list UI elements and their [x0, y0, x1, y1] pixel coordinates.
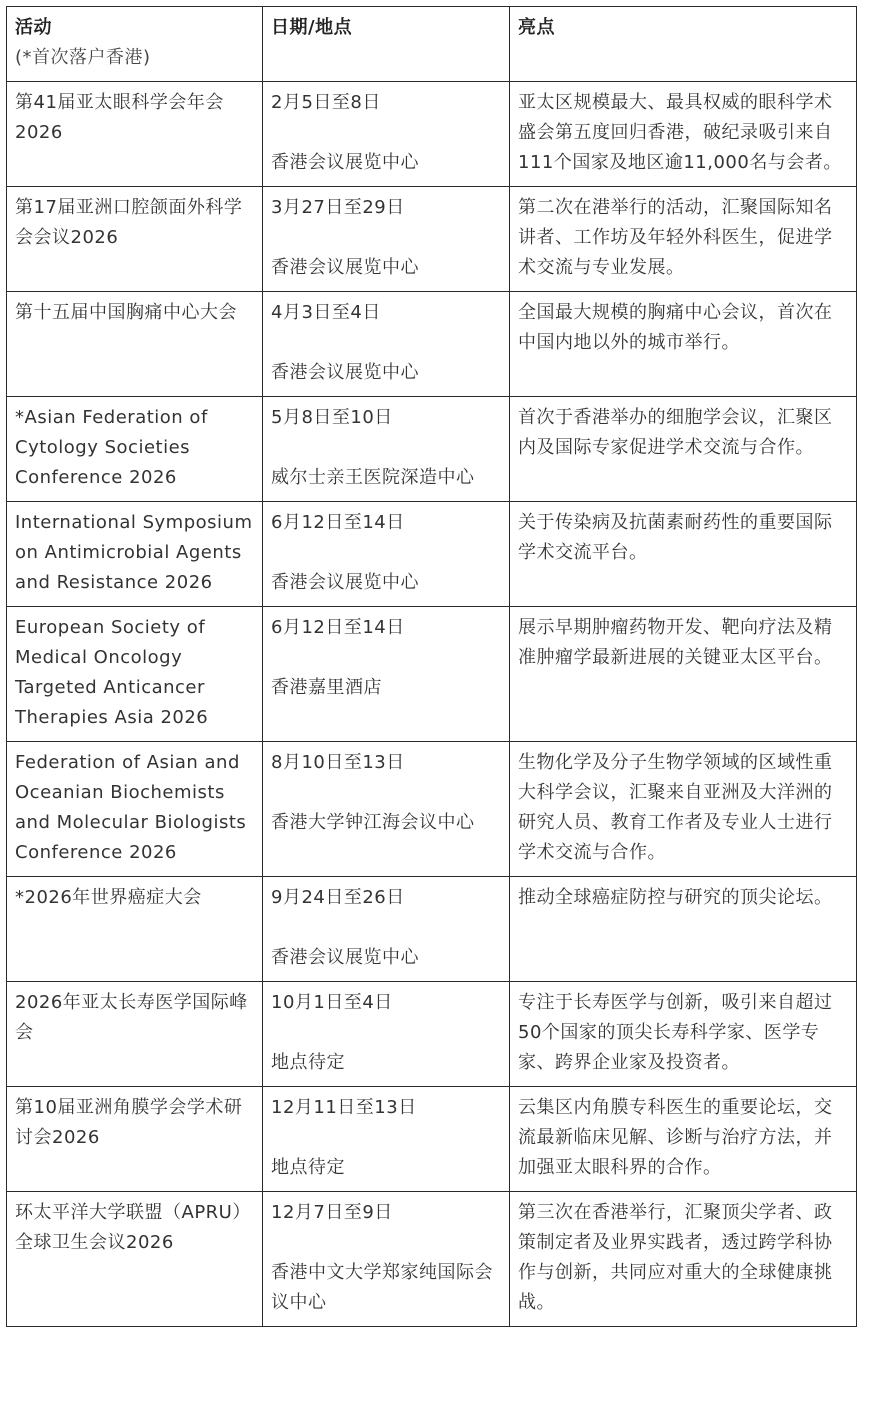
event-highlight: 推动全球癌症防控与研究的顶尖论坛。	[510, 877, 857, 982]
date-venue-cell	[263, 607, 510, 742]
event-venue: 地点待定	[271, 1157, 345, 1178]
table-row	[7, 607, 857, 742]
event-venue: 香港嘉里酒店	[271, 677, 382, 698]
date-venue-cell	[263, 187, 510, 292]
event-name: 第17届亚洲口腔颌面外科学会会议2026	[7, 187, 263, 292]
event-venue: 香港会议展览中心	[271, 572, 419, 593]
event-highlight: 云集区内角膜专科医生的重要论坛，交流最新临床见解、诊断与治疗方法，并加强亚太眼科界的合作。	[510, 1087, 857, 1192]
spacer	[271, 1123, 501, 1153]
table-row	[7, 742, 857, 877]
spacer	[271, 1018, 501, 1048]
spacer	[271, 223, 501, 253]
date-venue-cell	[263, 502, 510, 607]
event-venue: 香港会议展览中心	[271, 152, 419, 173]
spacer	[271, 118, 501, 148]
event-venue: 香港会议展览中心	[271, 947, 419, 968]
date-venue-cell	[263, 1087, 510, 1192]
event-name: Federation of Asian and Oceanian Biochemists and Molecular Biologists Conference 2026	[7, 742, 263, 877]
spacer	[271, 1228, 501, 1258]
table-row	[7, 877, 857, 982]
table-header-row	[7, 7, 857, 82]
event-name: 环太平洋大学联盟（APRU）全球卫生会议2026	[7, 1192, 263, 1327]
table-row	[7, 982, 857, 1087]
event-highlight: 亚太区规模最大、最具权威的眼科学术盛会第五度回归香港，破纪录吸引来自111个国家及地区逾11,000名与会者。	[510, 82, 857, 187]
event-date: 10月1日至4日	[271, 992, 393, 1013]
event-venue: 威尔士亲王医院深造中心	[271, 467, 475, 488]
event-highlight: 生物化学及分子生物学领域的区域性重大科学会议，汇聚来自亚洲及大洋洲的研究人员、教育工作者及专业人士进行学术交流与合作。	[510, 742, 857, 877]
event-name: *2026年世界癌症大会	[7, 877, 263, 982]
events-table	[6, 6, 857, 1327]
spacer	[271, 538, 501, 568]
event-name: 第十五届中国胸痛中心大会	[7, 292, 263, 397]
date-venue-cell	[263, 82, 510, 187]
event-date: 4月3日至4日	[271, 302, 381, 323]
event-highlight: 关于传染病及抗菌素耐药性的重要国际学术交流平台。	[510, 502, 857, 607]
spacer	[271, 778, 501, 808]
header-highlight: 亮点	[510, 7, 857, 82]
table-row	[7, 292, 857, 397]
event-name: 第10届亚洲角膜学会学术研讨会2026	[7, 1087, 263, 1192]
event-name: 2026年亚太长寿医学国际峰会	[7, 982, 263, 1087]
date-venue-cell	[263, 397, 510, 502]
event-name: European Society of Medical Oncology Targeted Anticancer Therapies Asia 2026	[7, 607, 263, 742]
event-date: 5月8日至10日	[271, 407, 393, 428]
event-date: 12月7日至9日	[271, 1202, 393, 1223]
event-date: 12月11日至13日	[271, 1097, 417, 1118]
table-row	[7, 187, 857, 292]
date-venue-cell	[263, 877, 510, 982]
spacer	[271, 328, 501, 358]
date-venue-cell	[263, 1192, 510, 1327]
event-date: 8月10日至13日	[271, 752, 405, 773]
event-highlight: 第二次在港举行的活动，汇聚国际知名讲者、工作坊及年轻外科医生，促进学术交流与专业发展。	[510, 187, 857, 292]
event-venue: 香港中文大学郑家纯国际会议中心	[271, 1262, 493, 1313]
event-venue: 地点待定	[271, 1052, 345, 1073]
table-row	[7, 82, 857, 187]
event-highlight: 专注于长寿医学与创新，吸引来自超过50个国家的顶尖长寿科学家、医学专家、跨界企业家及投资者。	[510, 982, 857, 1087]
header-event-note: (*首次落户香港)	[15, 47, 151, 68]
event-date: 3月27日至29日	[271, 197, 405, 218]
table-row	[7, 397, 857, 502]
event-name: International Symposium on Antimicrobial Agents and Resistance 2026	[7, 502, 263, 607]
event-venue: 香港会议展览中心	[271, 362, 419, 383]
event-highlight: 首次于香港举办的细胞学会议，汇聚区内及国际专家促进学术交流与合作。	[510, 397, 857, 502]
event-name: *Asian Federation of Cytology Societies Conference 2026	[7, 397, 263, 502]
event-highlight: 全国最大规模的胸痛中心会议，首次在中国内地以外的城市举行。	[510, 292, 857, 397]
table-row	[7, 1192, 857, 1327]
event-name: 第41届亚太眼科学会年会2026	[7, 82, 263, 187]
event-date: 9月24日至26日	[271, 887, 405, 908]
event-date: 6月12日至14日	[271, 617, 405, 638]
header-event-label: 活动	[15, 17, 52, 38]
event-venue: 香港大学钟江海会议中心	[271, 812, 475, 833]
table-row	[7, 1087, 857, 1192]
date-venue-cell	[263, 742, 510, 877]
header-date-venue: 日期/地点	[263, 7, 510, 82]
date-venue-cell	[263, 982, 510, 1087]
event-venue: 香港会议展览中心	[271, 257, 419, 278]
event-highlight: 第三次在香港举行，汇聚顶尖学者、政策制定者及业界实践者，透过跨学科协作与创新，共同应对重大的全球健康挑战。	[510, 1192, 857, 1327]
event-highlight: 展示早期肿瘤药物开发、靶向疗法及精准肿瘤学最新进展的关键亚太区平台。	[510, 607, 857, 742]
table-row	[7, 502, 857, 607]
event-date: 6月12日至14日	[271, 512, 405, 533]
spacer	[271, 433, 501, 463]
spacer	[271, 913, 501, 943]
header-event	[7, 7, 263, 82]
spacer	[271, 643, 501, 673]
event-date: 2月5日至8日	[271, 92, 381, 113]
date-venue-cell	[263, 292, 510, 397]
